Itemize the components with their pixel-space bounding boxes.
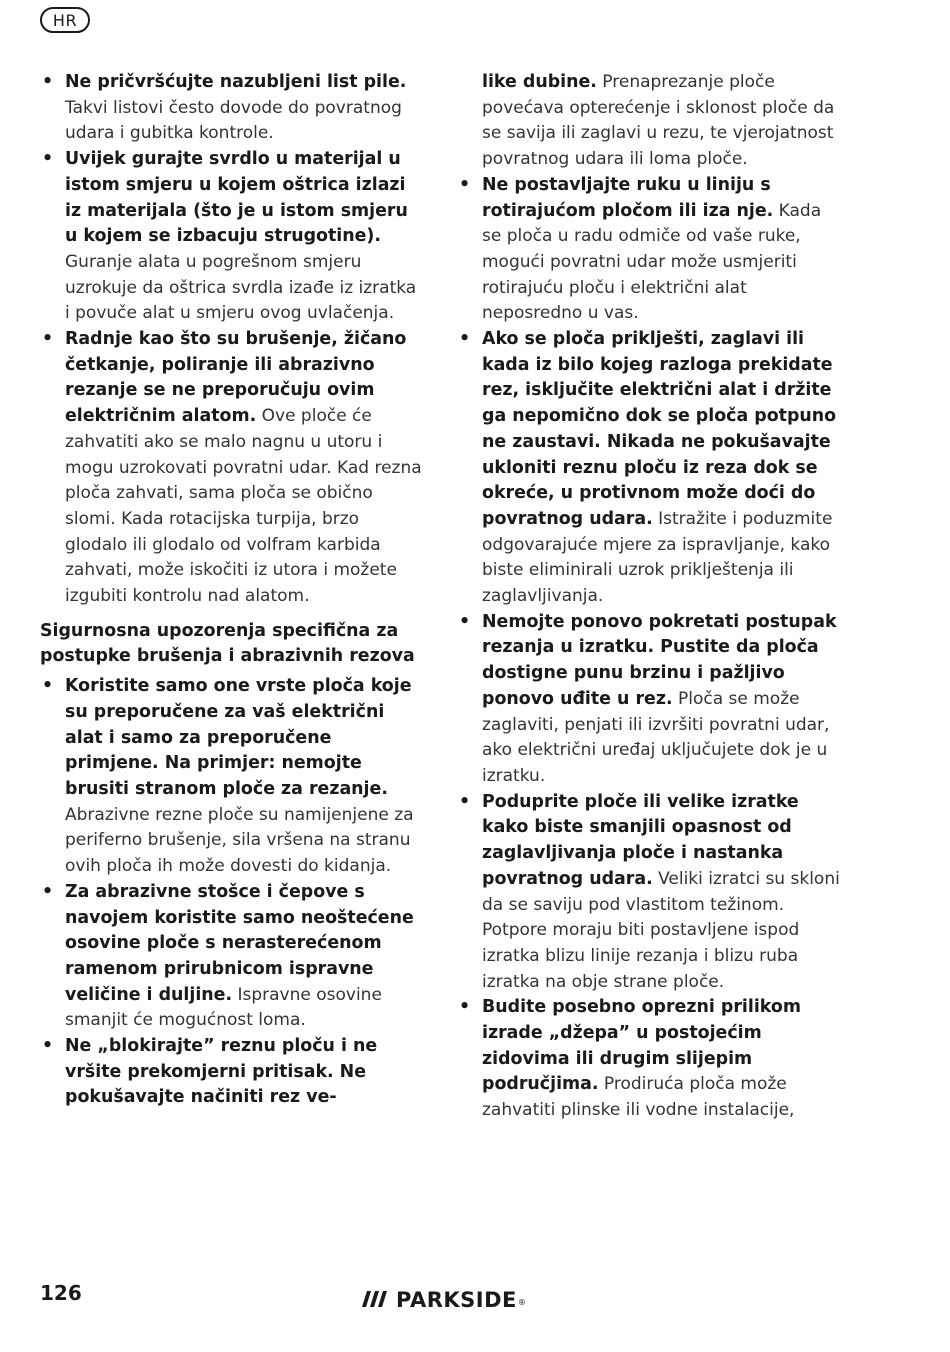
list-item [40,327,425,610]
bullet-text: Kada se ploča u radu odmiče od vaše ruke, mogući povratni udar može usmjeriti rotirajuću ploču i električni alat neposredno u vas. [482,200,822,324]
section-heading: Sigurnosna upozorenja specifična za postupke brušenja i abrazivnih rezova [40,620,415,667]
bullet-bold-text: Radnje kao što su brušenje, žičano četkanje, poliranje ili abrazivno rezanje se ne preporučuju ovim električnim alatom. [65,329,407,427]
list-item [40,880,425,1034]
bullet-bold-text: Za abrazivne stošce i čepove s navojem koristite samo neoštećene osovine ploče s nerasterećenom ramenom prirubnicom ispravne veličine i duljine. [65,881,414,1005]
list-item [457,790,840,996]
list-item [40,70,425,147]
left-column [40,70,425,1111]
bullet-text: Guranje alata u pogrešnom smjeru uzrokuje da oštrica svrdla izađe iz izratka i povuče alat u smjeru ovog uvlačenja. [65,251,417,324]
trademark-symbol: ® [517,1297,527,1307]
bullet-bold-text: Ne postavljajte ruku u liniju s rotirajućom pločom ili iza nje. [482,174,774,221]
bullet-text: Prenaprezanje ploče povećava opterećenje i sklonost ploče da se savija ili zaglavi u rezu, te vjerojatnost povratnog udara ili loma ploče. [482,72,835,170]
bullet-text: Istražite i poduzmite odgovarajuće mjere za ispravljanje, kako biste eliminirali uzrok priklještenja ili zaglavljivanja. [482,508,833,607]
parkside-stripes-icon [362,1288,388,1312]
bullet-text: Prodiruća ploča može zahvatiti plinske ili vodne instalacije, [482,1074,795,1121]
language-code: HR [52,10,78,30]
list-item-continuation [457,70,840,173]
brand-name: PARKSIDE [396,1288,517,1312]
bullet-bold-text: Ne pričvršćujte nazubljeni list pile. [65,72,407,92]
bullet-text: Veliki izratci su skloni da se saviju pod vlastitom težinom. Potpore moraju biti postavljene ispod izratka blizu linije rezanja i blizu ruba izratka na obje strane ploče. [482,868,840,992]
bullet-text: Ploča se može zaglaviti, penjati ili izvršiti povratni udar, ako električni uređaj uključujete dok je u izratku. [482,688,830,786]
bullet-bold-text: Ako se ploča priklješti, zaglavi ili kada iz bilo kojeg razloga prekidate rez, isključite električni alat i držite ga nepomično dok se ploča potpuno ne zaustavi. Nikada ne pokušavajte ukloniti reznu ploču iz reza dok se okreće, u protivnom može doći do povratnog udara. [482,329,837,529]
brand-logo [362,1288,526,1312]
bullet-bold-text: Nemojte ponovo pokretati postupak rezanja u izratku. Pustite da ploča dostigne punu brzinu i pažljivo ponovo uđite u rez. [482,611,837,709]
right-column [457,70,840,1124]
bullet-text: Ispravne osovine smanjit će mogućnost loma. [65,984,382,1031]
language-badge [40,7,90,33]
list-item [457,173,840,327]
bullet-bold-text: Ne „blokirajte” reznu ploču i ne vršite prekomjerni pritisak. Ne pokušavajte načiniti rez ve- [65,1036,378,1108]
bullet-text: Abrazivne rezne ploče su namijenjene za periferno brušenje, sila vršena na stranu ovih ploča ih može dovesti do kidanja. [65,804,414,877]
list-item [40,147,425,327]
list-item [457,995,840,1124]
list-item [40,1034,425,1111]
bullet-text: Ove ploče će zahvatiti ako se malo nagnu u utoru i mogu uzrokovati povratni udar. Kad rezna ploča zahvati, sama ploča se obično slomi. Kada rotacijska turpija, brzo glodalo ili glodalo od volfram karbida zahvati, može iskočiti iz utora i možete izgubiti kontrolu nad alatom. [65,406,422,607]
bullet-text: Takvi listovi često dovode do povratnog udara i gubitka kontrole. [65,97,402,144]
bullet-bold-text: like dubine. [482,72,597,92]
page-number: 126 [40,1281,82,1305]
list-item [457,327,840,610]
bullet-bold-text: Uvijek gurajte svrdlo u materijal u istom smjeru u kojem oštrica izlazi iz materijala (što je u istom smjeru u kojem se izbacuju strugotine). [65,149,408,247]
list-item [40,674,425,880]
bullet-bold-text: Poduprite ploče ili velike izratke kako biste smanjili opasnost od zaglavljivanja ploče i nastanka povratnog udara. [482,791,799,889]
list-item [457,610,840,790]
bullet-bold-text: Budite posebno oprezni prilikom izrade „džepa” u postojećim zidovima ili drugim slijepim područjima. [482,997,801,1095]
bullet-bold-text: Koristite samo one vrste ploča koje su preporučene za vaš električni alat i samo za preporučene primjene. Na primjer: nemojte brusiti stranom ploče za rezanje. [65,676,412,799]
